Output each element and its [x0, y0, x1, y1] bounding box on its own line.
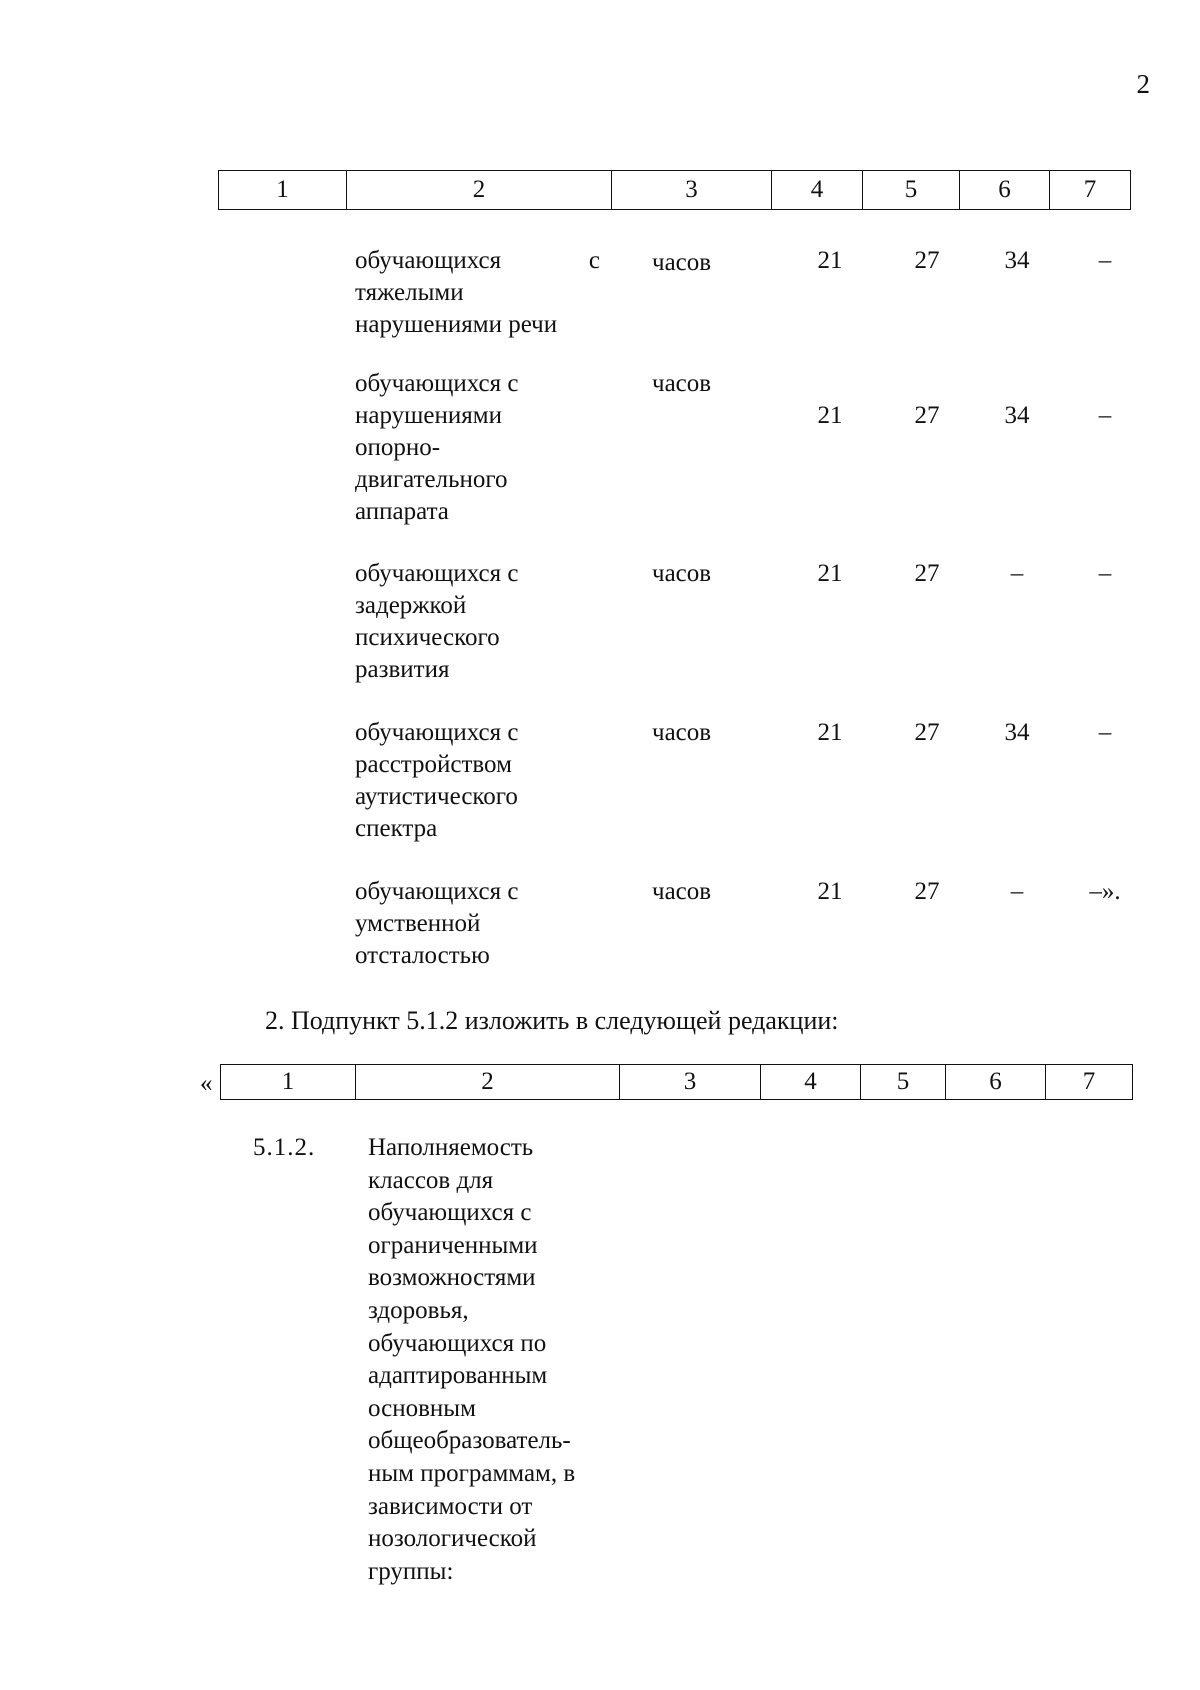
column-header-7: 7	[1050, 171, 1131, 210]
column-header-6: 6	[960, 171, 1050, 210]
subsection-line: классов для	[368, 1166, 494, 1194]
column-header-2: 2	[347, 171, 612, 210]
row-name-line: аутистического	[355, 783, 518, 810]
row-name-line: тяжелыми	[355, 279, 464, 306]
column-header-table	[218, 170, 1131, 210]
row-value-col6: 34	[1004, 719, 1030, 746]
row-name-line: опорно-	[355, 434, 441, 461]
row-unit: часов	[652, 370, 712, 397]
page-number: 2	[1136, 69, 1150, 99]
subsection-title	[368, 1132, 628, 1588]
subsection-line: общеобразователь-	[368, 1427, 571, 1455]
column-header-4: 4	[761, 1065, 861, 1100]
subsection-number: 5.1.2.	[253, 1134, 316, 1161]
subsection-line: обучающихся с	[368, 1199, 532, 1227]
row-value-col4: 21	[817, 719, 843, 746]
subsection-line: группы:	[368, 1557, 454, 1585]
row-value-col4: 21	[817, 878, 843, 905]
row-name-line: аппарата	[355, 498, 449, 525]
column-header-3: 3	[620, 1065, 761, 1100]
subsection-line: здоровья,	[368, 1296, 469, 1324]
row-name-line: двигательного	[355, 466, 508, 493]
row-name	[355, 876, 600, 972]
row-value-col5: 27	[914, 402, 940, 429]
row-value-col5: 27	[914, 247, 940, 274]
column-header-3: 3	[612, 171, 772, 210]
column-header-6: 6	[946, 1065, 1046, 1100]
row-name-line: психического	[355, 624, 500, 651]
opening-quote: «	[200, 1070, 213, 1097]
row-name	[355, 245, 600, 341]
row-value-col6: –	[1010, 560, 1024, 587]
column-header-table	[220, 1064, 1133, 1100]
row-value-col7: –	[1098, 402, 1112, 429]
row-name-line: обучающихся с	[355, 878, 519, 905]
row-name	[355, 558, 600, 686]
subsection-line: Наполняемость	[368, 1134, 534, 1161]
row-name-line: обучающихся с	[355, 370, 519, 397]
subsection-line: ограниченными	[368, 1231, 538, 1259]
subsection-line: обучающихся по	[368, 1329, 547, 1357]
row-name-line: нарушениями	[355, 402, 502, 429]
row-value-col5: 27	[914, 719, 940, 746]
row-value-col5: 27	[914, 878, 940, 905]
row-value-col6: 34	[1004, 247, 1030, 274]
row-name-line: расстройством	[355, 751, 512, 778]
row-unit: часов	[652, 878, 712, 905]
row-value-col7: –	[1098, 560, 1112, 587]
row-value-col5: 27	[914, 560, 940, 587]
column-header-4: 4	[772, 171, 863, 210]
amendment-paragraph: 2. Подпункт 5.1.2 изложить в следующей редакции:	[265, 1006, 839, 1035]
row-value-col4: 21	[817, 402, 843, 429]
row-value-col4: 21	[817, 247, 843, 274]
column-header-2: 2	[356, 1065, 620, 1100]
row-name-line: отсталостью	[355, 942, 490, 969]
column-header-5: 5	[863, 171, 960, 210]
row-name-line: спектра	[355, 815, 438, 842]
row-name-line: задержкой	[355, 592, 467, 619]
row-name	[355, 368, 600, 528]
subsection-line: зависимости от	[368, 1492, 533, 1520]
column-header-1: 1	[219, 171, 347, 210]
row-value-col6: 34	[1004, 402, 1030, 429]
row-value-col4: 21	[817, 560, 843, 587]
row-value-col7: –	[1098, 719, 1112, 746]
row-unit: часов	[652, 560, 712, 587]
column-header-7: 7	[1046, 1065, 1133, 1100]
column-header-5: 5	[861, 1065, 946, 1100]
row-name-line: обучающихся с	[355, 560, 519, 587]
subsection-line: основным	[368, 1394, 476, 1422]
subsection-line: адаптированным	[368, 1362, 548, 1390]
row-name-line: обучающихся с	[355, 719, 519, 746]
subsection-line: ным программам, в	[368, 1459, 576, 1487]
row-name	[355, 717, 600, 845]
row-unit: часов	[652, 249, 712, 276]
row-name-line: развития	[355, 656, 450, 683]
subsection-line: нозологической	[368, 1525, 537, 1553]
row-name-line: обучающихся	[355, 247, 502, 274]
row-name-line: с	[588, 247, 600, 274]
row-value-col7: –».	[1089, 878, 1121, 905]
row-value-col6: –	[1010, 878, 1024, 905]
row-unit: часов	[652, 719, 712, 746]
row-name-line: нарушениями речи	[355, 311, 558, 338]
column-header-1: 1	[221, 1065, 356, 1100]
subsection-line: возможностями	[368, 1264, 536, 1292]
row-name-line: умственной	[355, 910, 481, 937]
row-value-col7: –	[1098, 247, 1112, 274]
